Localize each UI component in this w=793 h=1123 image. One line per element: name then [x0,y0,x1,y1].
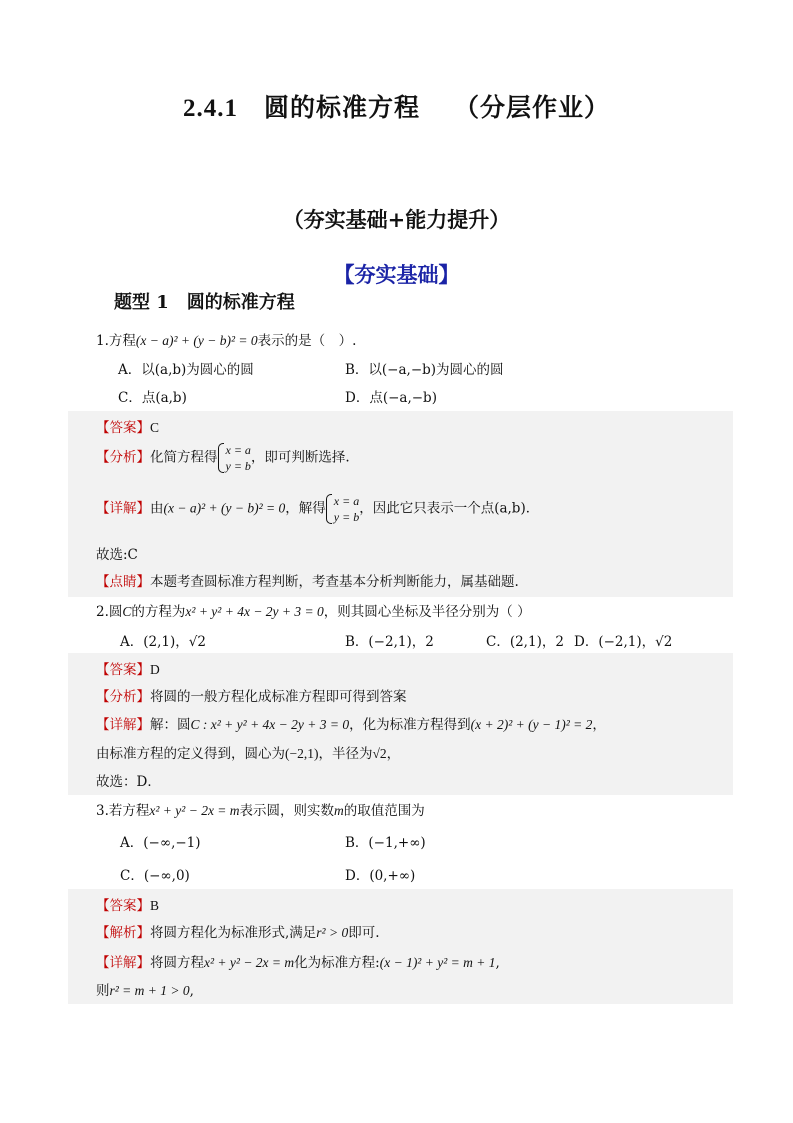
q2-option-c: C．(2,1)，2 [486,634,564,650]
q1-option-c: C．点(a,b) [118,390,187,406]
q3-option-c: C．(−∞,0) [120,868,190,884]
q1-option-b: B．以(−a,−b)为圆心的圆 [345,362,504,378]
topic-heading: 题型 1 圆的标准方程 [114,292,295,313]
q3-option-a: A．(−∞,−1) [120,835,201,851]
q3-detail: 【详解】将圆方程x² + y² − 2x = m化为标准方程:(x − 1)² + y² = m + 1, [96,955,500,971]
equation-system: x = a y = b [326,493,359,525]
q3-option-d: D．(0,+∞) [345,868,416,884]
q1-option-a: A．以(a,b)为圆心的圆 [118,362,254,378]
q1-note: 【点睛】本题考查圆标准方程判断，考查基本分析判断能力，属基础题. [96,574,519,590]
q2-option-a: A．(2,1)，√2 [120,634,206,650]
q2-option-d: D．(−2,1)，√2 [574,634,673,650]
q1-analysis: 【分析】化简方程得 x = a y = b ，即可判断选择. [96,443,350,473]
section-heading: 【夯实基础】 [333,262,460,287]
q1-choice: 故选:C [96,547,138,563]
equation-system: x = a y = b [218,442,251,474]
q1-detail: 【详解】由(x − a)² + (y − b)² = 0，解得 x = a y = b ，因此它只表示一个点(a,b)． [96,494,540,524]
q3-analysis: 【解析】将圆方程化为标准形式,满足r² > 0即可. [96,925,380,941]
q3-detail-line2: 则r² = m + 1 > 0, [96,983,194,999]
q3-answer: 【答案】B [96,898,160,914]
page-title: 2.4.1 圆的标准方程 （分层作业） [182,93,611,122]
q1-answer: 【答案】C [96,420,160,436]
q2-choice: 故选：D． [96,774,161,790]
q2-answer: 【答案】D [96,662,160,678]
question-2-stem: 2.圆C的方程为x² + y² + 4x − 2y + 3 = 0，则其圆心坐标及半径分别为（ ） [96,604,531,620]
q2-detail-line2: 由标准方程的定义得到，圆心为(−2,1)，半径为√2， [96,746,401,762]
q1-option-d: D．点(−a,−b) [345,390,437,406]
q2-detail: 【详解】解：圆C : x² + y² + 4x − 2y + 3 = 0，化为标准方程得到(x + 2)² + (y − 1)² = 2， [96,717,606,733]
question-1-stem: 1.方程(x − a)² + (y − b)² = 0表示的是（ ）. [96,333,357,349]
q3-option-b: B．(−1,+∞) [345,835,426,851]
question-3-stem: 3.若方程x² + y² − 2x = m表示圆，则实数m的取值范围为 [96,803,425,819]
q2-option-b: B．(−2,1)，2 [345,634,434,650]
q2-analysis: 【分析】将圆的一般方程化成标准方程即可得到答案 [96,689,407,705]
page-subtitle: （夯实基础+能力提升） [282,207,511,232]
